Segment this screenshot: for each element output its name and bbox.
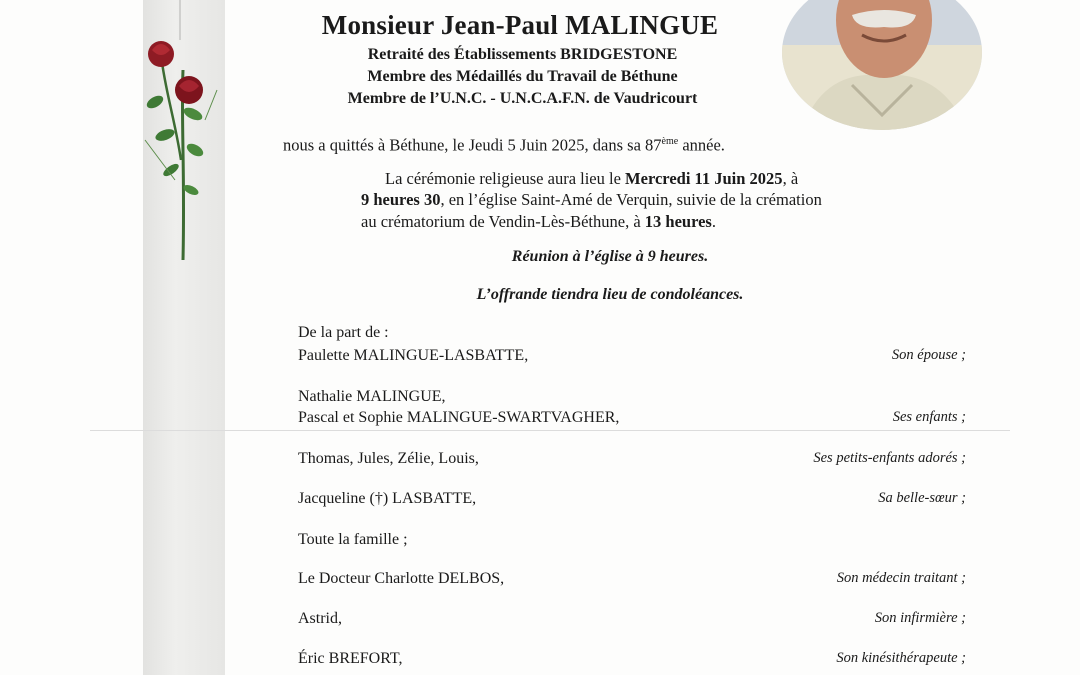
family-row <box>298 450 966 472</box>
ceremony-text-1c: , à <box>782 169 799 188</box>
family-name: Astrid, <box>298 610 342 627</box>
deceased-name: Monsieur Jean-Paul MALINGUE <box>321 10 719 40</box>
header-line-1: Retraité des Établissements BRIDGESTONE <box>367 46 678 63</box>
family-name: Nathalie MALINGUE, <box>298 388 446 405</box>
ceremony-text-3a: au crématorium de Vendin-Lès-Béthune, à <box>361 212 645 231</box>
cremation-time: 13 heures <box>644 212 712 231</box>
ceremony-text-1a: La cérémonie religieuse aura lieu le <box>385 169 626 188</box>
family-relation: Sa belle-sœur ; <box>878 490 966 506</box>
family-name: Le Docteur Charlotte DELBOS, <box>298 570 505 587</box>
family-relation: Son infirmière ; <box>874 610 966 626</box>
from-label-row <box>298 324 966 346</box>
family-name: Paulette MALINGUE-LASBATTE, <box>298 347 529 364</box>
family-relation: Son kinésithérapeute ; <box>836 650 966 666</box>
from-label: De la part de : <box>298 324 389 341</box>
announcement-text: nous a quittés à Béthune, le Jeudi 5 Juin 2025, dans sa 87 <box>283 135 662 155</box>
family-row <box>298 531 966 553</box>
family-relation: Son épouse ; <box>891 347 966 363</box>
header-line-3: Membre de l’U.N.C. - U.N.C.A.F.N. de Vaudricourt <box>347 90 698 107</box>
announcement-sup: ème <box>661 136 679 147</box>
family-relation: Ses enfants ; <box>892 409 966 425</box>
announcement-end: année. <box>678 135 725 155</box>
family-name: Pascal et Sophie MALINGUE-SWARTVAGHER, <box>298 409 620 426</box>
family-relation: Son médecin traitant ; <box>836 570 966 586</box>
family-name: Éric BREFORT, <box>298 650 403 667</box>
family-name: Thomas, Jules, Zélie, Louis, <box>298 450 479 467</box>
family-row <box>298 347 966 369</box>
ceremony-line-3 <box>361 210 716 233</box>
family-row <box>298 388 966 410</box>
ceremony-line-1 <box>385 167 798 190</box>
family-name: Jacqueline (†) LASBATTE, <box>298 490 477 507</box>
rose-illustration <box>135 30 225 270</box>
reunion-note: Réunion à l’église à 9 heures. <box>511 248 709 265</box>
family-row <box>298 409 966 431</box>
family-relation: Ses petits-enfants adorés ; <box>813 450 966 466</box>
ceremony-text-2b: , en l’église Saint-Amé de Verquin, suivie de la crémation <box>440 190 822 209</box>
family-row <box>298 610 966 632</box>
header-line-2: Membre des Médaillés du Travail de Béthune <box>367 68 678 85</box>
ceremony-date: Mercredi 11 Juin 2025 <box>625 169 783 188</box>
offrande-note: L’offrande tiendra lieu de condoléances. <box>476 286 744 303</box>
family-row <box>298 650 966 672</box>
family-name: Toute la famille ; <box>298 531 408 548</box>
family-row <box>298 490 966 512</box>
death-announcement <box>283 130 725 157</box>
ceremony-line-2 <box>361 188 822 211</box>
ceremony-text-3c: . <box>711 212 716 231</box>
ceremony-time: 9 heures 30 <box>361 190 441 209</box>
family-row <box>298 570 966 592</box>
portrait-photo <box>782 0 982 130</box>
